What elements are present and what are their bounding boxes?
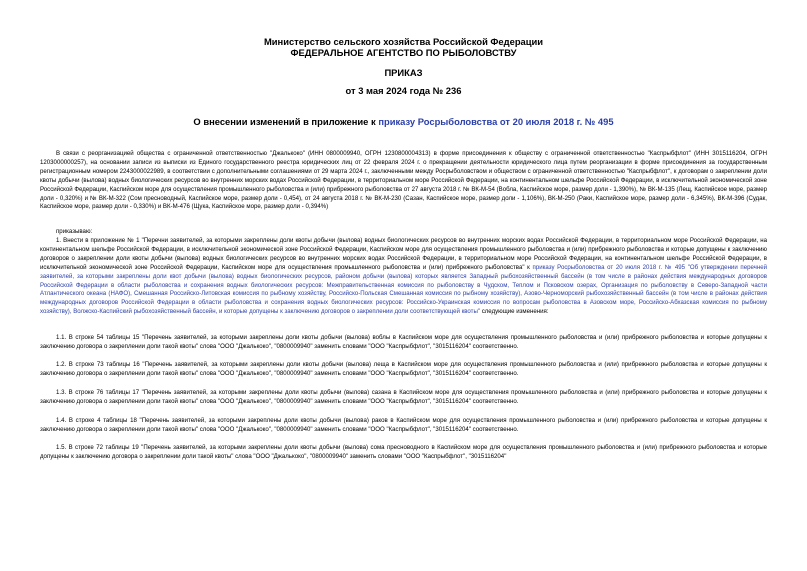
item-1-order-link[interactable]: приказу Росрыболовства от 20 июля 2018 г. № 495 "Об утверждении перечней заявителей, за которыми закреплены доли квот добычи (вылова) водных биологических ресурсов, районом добычи (вылова) которых является Западный рыбохозяйственный бассейн (в том числе в районах действия международных договоров Российской Федерации в области рыболовства и сохранения водных биологических ресурсов: Межправительственная комиссия по рыболовству в Чудском, Теплом и Псковском озерах, Организация по рыболовству в Северо-Западной части Атлантического океана (НАФО), Смешанная Российско-Литовская комиссия по рыбному хозяйству, Российско-Польская Смешанная комиссия по рыбному хозяйству), Азово-Черноморский рыбохозяйственный бассейн (в том числе в районах действия международных договоров Российской Федерации в области рыболовства и сохранения водных биологических ресурсов: Российско-Украинская комиссия по вопросам рыболовства в Азовском море, Российско-Абхазская комиссия по рыбному хозяйству), Волжско-Каспийский рыбохозяйственный бассейн, и которые допущены к заключению договоров о закреплении доли соответствующей квоты" [40, 263, 768, 316]
title-order-link[interactable]: приказу Росрыболовства от 20 июля 2018 г. № 495 [378, 116, 614, 127]
item-1-4-section [40, 417, 767, 435]
item-1-5-section [40, 444, 767, 462]
item-1-tail: следующие изменения: [480, 308, 549, 316]
title-prefix: О внесении изменений в приложение к [193, 116, 379, 127]
document-title [0, 116, 807, 127]
agency-heading: ФЕДЕРАЛЬНОЕ АГЕНТСТВО ПО РЫБОЛОВСТВУ [290, 47, 517, 58]
doc-type-heading: ПРИКАЗ [384, 67, 423, 78]
ordered-line: приказываю: [56, 228, 93, 235]
date-number-heading: от 3 мая 2024 года № 236 [345, 85, 462, 96]
item-1-2-paragraph: 1.2. В строке 73 таблицы 16 "Перечень заявителей, за которыми закреплены доли квоты добычи (вылова) леща в Каспийском море для осуществления промышленного рыболовства и (или) прибрежного рыболовства и которые допущены к заключению договора о закреплении доли такой квоты" слова "ООО "Джалькоко", "0800009940" заменить словами "ООО "Каспрыбфлот", "3015116204" соответственно. [40, 361, 767, 377]
item-1-4-paragraph: 1.4. В строке 4 таблицы 18 "Перечень заявителей, за которыми закреплены доли квоты добычи (вылова) раков в Каспийском море для осуществления промышленного рыболовства и (или) прибрежного рыболовства и которые допущены к заключению договора о закреплении доли такой квоты" слова "ООО "Джалькоко", "0800009940" заменить словами "ООО "Каспрыбфлот", "3015116204" соответственно. [40, 417, 767, 433]
item-1-section [40, 237, 767, 317]
item-1-2-section [40, 361, 767, 379]
preamble-paragraph: В связи с реорганизацией общества с ограниченной ответственностью "Джалькоко" (ИНН 0800009940, ОГРН 1230800004313) в форме присоединения к обществу с ограниченной ответственностью "Каспрыбфлот" (ИНН 3015116204, ОГРН 1203000000257), на основании записи из выписки из Единого государственного реестра юридических лиц от 22 февраля 2024 г. о прекращении деятельности юридического лица путем реорганизации в форме присоединения за государственным регистрационным номером 2243000022989, в соответствии с дополнительными соглашениями от 29 марта 2024 г., заключенными между Росрыболовством и обществом с ограниченной ответственностью "Каспрыбфлот", к договорам о закреплении доли квоты добычи (вылова) водных биологических ресурсов во внутренних морских водах Российской Федерации, в территориальном море Российской Федерации, на континентальном шельфе Российской Федерации, в исключительной экономической зоне Российской Федерации, Каспийском море для осуществления промышленного рыболовства и (или) прибрежного рыболовства от 27 августа 2018 г. № ВК-М-54 (Вобла, Каспийское море, размер доли - 1,390%), № ВК-М-135 (Лещ, Каспийское море, размер доли - 0,320%) и № ВК-М-322 (Сом пресноводный, Каспийское море, размер доли - 0,454), от 24 августа 2018 г. № ВК-М-230 (Сазан, Каспийское море, размер доли - 1,106%), ВК-М-250 (Раки, Каспийское море, размер доли - 6,345%), ВК-М-396 (Судак, Каспийское море, размер доли - 0,330%) и ВК-М-476 (Щука, Каспийское море, размер доли - 0,394%) [40, 150, 767, 211]
item-1-5-paragraph: 1.5. В строке 72 таблицы 19 "Перечень заявителей, за которыми закреплены доли квоты добычи (вылова) сома пресноводного в Каспийском море для осуществления промышленного рыболовства и (или) прибрежного рыболовства и которые допущены к заключению договора о закреплении доли такой квоты" слова "ООО "Джалькоко", "0800009940" заменить словами "ООО "Каспрыбфлот", "3015116204" [40, 444, 767, 460]
item-1-3-paragraph: 1.3. В строке 76 таблицы 17 "Перечень заявителей, за которыми закреплены доли квоты добычи (вылова) сазана в Каспийском море для осуществления промышленного рыболовства и (или) прибрежного рыболовства и которые допущены к заключению договора о закреплении доли такой квоты" слова "ООО "Джалькоко", "0800009940" заменить словами "ООО "Каспрыбфлот", "3015116204" соответственно. [40, 389, 767, 405]
ministry-heading: Министерство сельского хозяйства Российской Федерации [263, 36, 544, 47]
item-1-1-section [40, 334, 767, 352]
item-1-paragraph [40, 237, 767, 317]
ordered-section [40, 228, 767, 237]
item-1-1-paragraph: 1.1. В строке 54 таблицы 15 "Перечень заявителей, за которыми закреплены доли квоты добычи (вылова) воблы в Каспийском море для осуществления промышленного рыболовства и (или) прибрежного рыболовства и которые допущены к заключению договора о закреплении доли такой квоты" слова "ООО "Джалькоко", "0800009940" заменить словами "ООО "Каспрыбфлот", "3015116204" соответственно. [40, 334, 767, 350]
item-1-text: 1. Внести в приложение № 1 "Перечни заявителей, за которыми закреплены доли квоты добычи (вылова) водных биологических ресурсов во внутренних морских водах Российской Федерации, в территориальном море Российской Федерации, на континентальном шельфе Российской Федерации, в исключительной экономической зоне Российской Федерации, Каспийском море для осуществления промышленного рыболовства и (или) прибрежного рыболовства и которые допущены к заключению договоров о закреплении доли квоты добычи (вылова) водных биологических ресурсов во внутренних морских водах Российской Федерации, в территориальном море Российской Федерации, на континентальном шельфе Российской Федерации, в исключительной экономической зоне Российской Федерации, Каспийском море для осуществления промышленного рыболовства и (или) прибрежного рыболовства" к [40, 237, 767, 271]
preamble-section [40, 150, 767, 212]
item-1-3-section [40, 389, 767, 407]
